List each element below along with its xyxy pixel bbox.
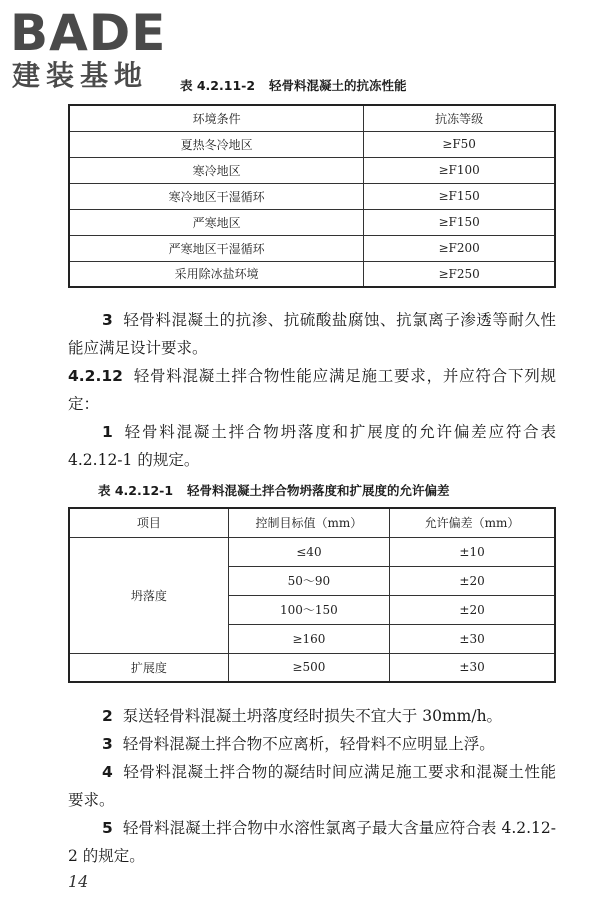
table-row: [69, 131, 555, 157]
table2-cell: ≤40: [228, 537, 389, 566]
table1-cell: 严寒地区: [69, 209, 364, 235]
paragraph-chloride: [68, 814, 556, 870]
logo-brand: BADE: [10, 4, 167, 62]
paragraph-segregation: [68, 730, 556, 758]
table1-cell: ≥F50: [364, 131, 555, 157]
table2-cell: 50～90: [228, 566, 389, 595]
paragraph-text: 轻骨料混凝土拌合物坍落度和扩展度的允许偏差应符合表 4.2.12-1 的规定。: [68, 423, 556, 469]
table2-cell: ≥500: [228, 653, 389, 682]
table1-cell: 采用除冰盐环境: [69, 261, 364, 287]
table-row: [69, 537, 555, 566]
table-row: [69, 261, 555, 287]
clause-number: 4.2.12: [68, 367, 123, 385]
paragraph-text: 轻骨料混凝土拌合物的凝结时间应满足施工要求和混凝土性能要求。: [68, 763, 556, 809]
table2-cell: ±20: [390, 595, 555, 624]
paragraph-pumping-loss: [68, 702, 556, 730]
table2-number: 表 4.2.12-1: [98, 483, 174, 498]
table2-cell: ±30: [390, 653, 555, 682]
table2-cell: ±30: [390, 624, 555, 653]
table-row: [69, 157, 555, 183]
paragraph-text: 轻骨料混凝土拌合物不应离析，轻骨料不应明显上浮。: [122, 735, 495, 753]
table1-header-cell: 环境条件: [69, 105, 364, 131]
paragraph-durability: [68, 306, 556, 362]
table2-cell: ±10: [390, 537, 555, 566]
table2-header-cell: 允许偏差（mm）: [390, 508, 555, 537]
table2-cell: 100～150: [228, 595, 389, 624]
table1-cell: 严寒地区干湿循环: [69, 235, 364, 261]
paragraph-setting-time: [68, 758, 556, 814]
slump-label-cell: 坍落度: [69, 537, 228, 653]
table1-header-row: [69, 105, 555, 131]
spread-label-cell: 扩展度: [69, 653, 228, 682]
table-row: [69, 653, 555, 682]
table1-number: 表 4.2.11-2: [180, 78, 256, 93]
table1-title: 轻骨料混凝土的抗冻性能: [269, 78, 407, 93]
table1-cell: ≥F150: [364, 183, 555, 209]
table1-caption: [180, 76, 407, 94]
paragraph-number: 5: [102, 819, 113, 837]
table1-header-cell: 抗冻等级: [364, 105, 555, 131]
table2-header-row: [69, 508, 555, 537]
table1-cell: ≥F250: [364, 261, 555, 287]
paragraph-text: 泵送轻骨料混凝土坍落度经时损失不宜大于 30mm/h。: [122, 707, 503, 725]
logo: [10, 6, 175, 96]
table1-cell: ≥F150: [364, 209, 555, 235]
paragraph-number: 2: [102, 707, 113, 725]
table2-cell: ≥160: [228, 624, 389, 653]
table1-cell: ≥F100: [364, 157, 555, 183]
table1-cell: 夏热冬冷地区: [69, 131, 364, 157]
paragraph-slump-deviation: [68, 418, 556, 474]
paragraph-number: 3: [102, 735, 113, 753]
table2-header-cell: 项目: [69, 508, 228, 537]
paragraph-number: 4: [102, 763, 113, 781]
table2-caption: [98, 481, 450, 499]
paragraph-text: 轻骨料混凝土的抗渗、抗硫酸盐腐蚀、抗氯离子渗透等耐久性能应满足设计要求。: [68, 311, 556, 357]
table-row: [69, 209, 555, 235]
paragraph-text: 轻骨料混凝土拌合物中水溶性氯离子最大含量应符合表 4.2.12-2 的规定。: [68, 819, 556, 865]
table1-cell: 寒冷地区: [69, 157, 364, 183]
table1-cell: ≥F200: [364, 235, 555, 261]
table-row: [69, 235, 555, 261]
paragraph-4-2-12: [68, 362, 556, 418]
table2-cell: ±20: [390, 566, 555, 595]
page-number: 14: [68, 872, 89, 891]
table2-header-cell: 控制目标值（mm）: [228, 508, 389, 537]
table-row: [69, 183, 555, 209]
logo-subtitle: 建装基地: [12, 59, 149, 92]
paragraph-number: 1: [102, 423, 113, 441]
paragraph-text: 轻骨料混凝土拌合物性能应满足施工要求，并应符合下列规定：: [68, 367, 556, 413]
table2-title: 轻骨料混凝土拌合物坍落度和扩展度的允许偏差: [187, 483, 450, 498]
table1-cell: 寒冷地区干湿循环: [69, 183, 364, 209]
paragraph-number: 3: [102, 311, 113, 329]
table2: [68, 507, 556, 683]
table1: [68, 104, 556, 288]
